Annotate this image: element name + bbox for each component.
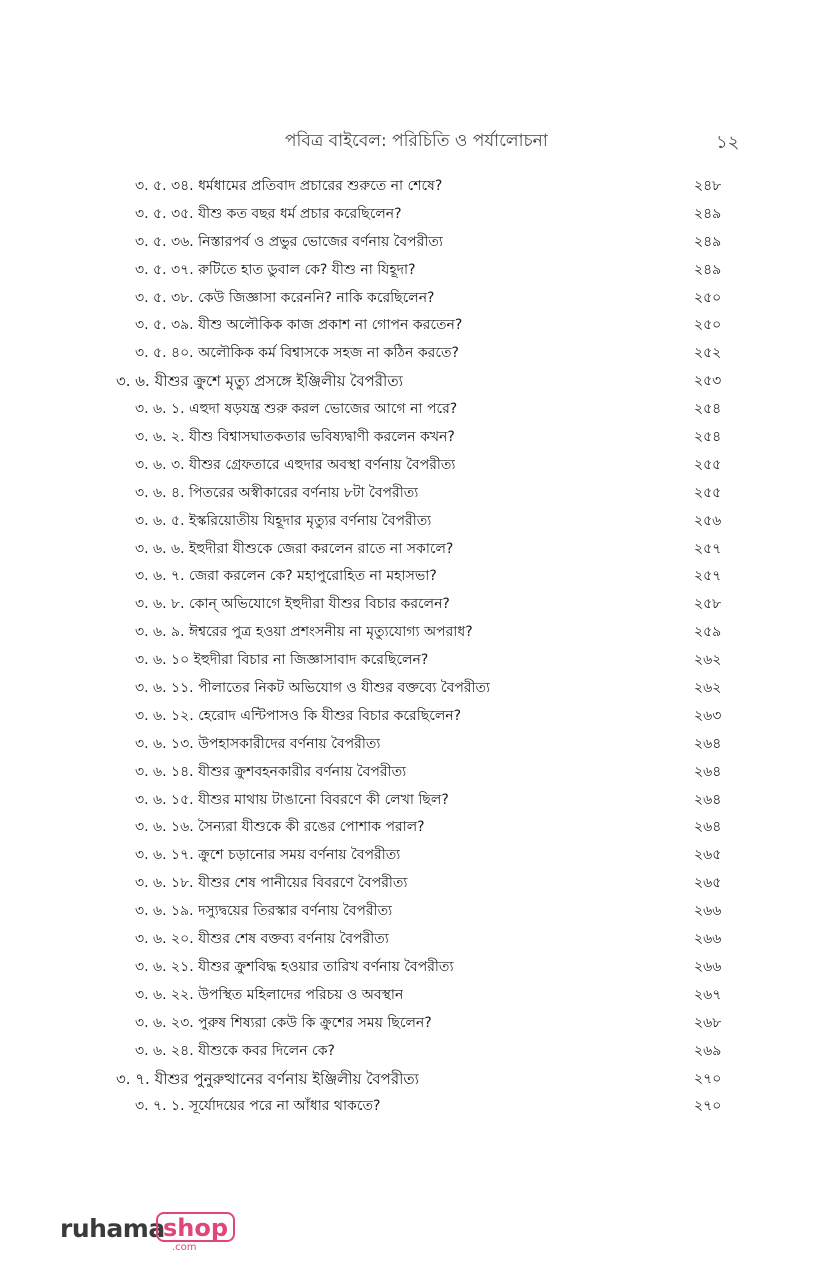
toc-entry-title: ৩. ৭. ১. সূর্যোদয়ের পরে না আঁধার থাকতে?	[135, 1098, 381, 1115]
toc-entry-title: ৩. ৬. ১. এহুদা ষড়যন্ত্র শুরু করল ভোজের আগে না পরে?	[135, 401, 458, 418]
toc-entry-title: ৩. ৫. ৪০. অলৌকিক কর্ম বিশ্বাসকে সহজ না কঠিন করতে?	[135, 345, 459, 362]
toc-entry-row	[0, 312, 825, 340]
toc-entry-page: ২৫০	[694, 289, 722, 306]
toc-entry-row	[0, 619, 825, 647]
toc-entry-title: ৩. ৫. ৩৮. কেউ জিজ্ঞাসা করেননি? নাকি করেছিলেন?	[135, 289, 435, 306]
toc-entry-title: ৩. ৬. ১৯. দস্যুদ্বয়ের তিরস্কার বর্ণনায় বৈপরীত্য	[135, 903, 393, 920]
toc-entry-page: ২৫২	[694, 345, 722, 362]
toc-entry-row	[0, 229, 825, 257]
toc-entry-title: ৩. ৬. ১১. পীলাতের নিকট অভিযোগ ও যীশুর বক্তব্যে বৈপরীত্য	[135, 680, 491, 697]
logo-brand-text: ruhama	[60, 1214, 165, 1243]
toc-entry-row	[0, 1010, 825, 1038]
toc-entry-title: ৩. ৬. ৫. ইস্করিয়োতীয় যিহূদার মৃত্যুর বর্ণনায় বৈপরীত্য	[135, 512, 432, 529]
toc-entry-row	[0, 285, 825, 313]
toc-entry-page: ২৫৬	[694, 512, 722, 529]
toc-entry-row	[0, 647, 825, 675]
toc-entry-title: ৩. ৬. ৩. যীশুর গ্রেফতারে এহুদার অবস্থা বর্ণনায় বৈপরীত্য	[135, 456, 456, 473]
toc-entry-title: ৩. ৬. ২. যীশু বিশ্বাসঘাতকতার ভবিষ্যদ্বাণী করলেন কখন?	[135, 429, 455, 446]
toc-entry-title: ৩. ৬. ৯. ঈশ্বরের পুত্র হওয়া প্রশংসনীয় না মৃত্যুযোগ্য অপরাধ?	[135, 624, 473, 641]
toc-entry-page: ২৬৫	[694, 875, 722, 892]
toc-entry-title: ৩. ৬. যীশুর ক্রুশে মৃত্যু প্রসঙ্গে ইঞ্জিলীয় বৈপরীত্য	[116, 372, 403, 391]
toc-entry-row	[0, 536, 825, 564]
toc-entry-row	[0, 340, 825, 368]
toc-entry-title: ৩. ৬. ১৫. যীশুর মাথায় টাঙানো বিবরণে কী লেখা ছিল?	[135, 791, 449, 808]
toc-entry-page: ২৬৩	[694, 707, 722, 724]
toc-entry-page: ২৭০	[694, 1098, 722, 1115]
toc-entry-page: ২৫৫	[694, 484, 722, 501]
toc-entry-row	[0, 787, 825, 815]
toc-entry-page: ২৬৪	[694, 763, 722, 780]
toc-entry-title: ৩. ৭. যীশুর পুনুরুত্থানের বর্ণনায় ইঞ্জিলীয় বৈপরীত্য	[116, 1069, 419, 1088]
toc-entry-page: ২৪৯	[694, 261, 722, 278]
toc-entry-row	[0, 201, 825, 229]
toc-entry-title: ৩. ৬. ২৪. যীশুকে কবর দিলেন কে?	[135, 1042, 335, 1059]
toc-entry-row	[0, 898, 825, 926]
toc-entry-title: ৩. ৬. ৮. কোন্ অভিযোগে ইহুদীরা যীশুর বিচার করলেন?	[135, 596, 450, 613]
toc-entry-page: ২৪৮	[694, 178, 722, 194]
toc-entry-page: ২৬৮	[694, 1014, 722, 1031]
toc-entry-row	[0, 842, 825, 870]
toc-entry-page: ২৬৯	[694, 1042, 722, 1059]
toc-entry-row	[0, 731, 825, 759]
toc-entry-row	[0, 675, 825, 703]
toc-entry-title: ৩. ৬. ১৮. যীশুর শেষ পানীয়ের বিবরণে বৈপরীত্য	[135, 875, 408, 892]
toc-entry-row	[0, 954, 825, 982]
toc-entry-row	[0, 926, 825, 954]
toc-entry-title: ৩. ৫. ৩৬. নিস্তারপর্ব ও প্রভুর ভোজের বর্ণনায় বৈপরীত্য	[135, 233, 443, 250]
toc-entry-title: ৩. ৬. ৪. পিতরের অস্বীকারের বর্ণনায় ৮টা বৈপরীত্য	[135, 484, 419, 501]
toc-entry-row	[0, 814, 825, 842]
book-title: পবিত্র বাইবেল: পরিচিতি ও পর্যালোচনা	[285, 131, 548, 151]
toc-entry-row	[0, 759, 825, 787]
toc-entry-row	[0, 563, 825, 591]
toc-entry-page: ২৬৪	[694, 791, 722, 808]
toc-entry-title: ৩. ৬. ১২. হেরোদ এন্টিপাসও কি যীশুর বিচার করেছিলেন?	[135, 707, 462, 724]
toc-entry-page: ২৫৪	[694, 429, 722, 446]
toc-entry-title: ৩. ৬. ১৭. ক্রুশে চড়ানোর সময় বর্ণনায় বৈপরীত্য	[135, 847, 401, 864]
toc-entry-title: ৩. ৫. ৩৭. রুটিতে হাত ডুবাল কে? যীশু না যিহূদা?	[135, 261, 416, 278]
toc-entry-row	[0, 452, 825, 480]
toc-entry-title: ৩. ৫. ৩৫. যীশু কত বছর ধর্ম প্রচার করেছিলেন?	[135, 205, 402, 222]
toc-entry-title: ৩. ৬. ২০. যীশুর শেষ বক্তব্য বর্ণনায় বৈপরীত্য	[135, 931, 389, 948]
toc-entry-title: ৩. ৬. ১৬. সৈন্যরা যীশুকে কী রঙের পোশাক পরাল?	[135, 819, 425, 836]
page-number: ১২	[716, 132, 740, 153]
toc-entry-page: ২৪৯	[694, 233, 722, 250]
toc-entry-row	[0, 173, 825, 201]
running-header	[0, 124, 825, 156]
toc-entry-page: ২৫৪	[694, 401, 722, 418]
toc-entry-title: ৩. ৬. ৬. ইহুদীরা যীশুকে জেরা করলেন রাতে না সকালে?	[135, 540, 454, 557]
toc-entry-page: ২৫৩	[694, 373, 722, 390]
toc-entry-row	[0, 480, 825, 508]
toc-entry-row	[0, 396, 825, 424]
toc-entry-title: ৩. ৬. ১৪. যীশুর ক্রুশবহনকারীর বর্ণনায় বৈপরীত্য	[135, 763, 407, 780]
toc-entry-title: ৩. ৬. ২৩. পুরুষ শিষ্যরা কেউ কি ক্রুশের সময় ছিলেন?	[135, 1014, 432, 1031]
toc-entry-page: ২৬৬	[694, 958, 722, 975]
toc-section-row	[0, 1066, 825, 1094]
toc-entry-row	[0, 703, 825, 731]
toc-entry-row	[0, 591, 825, 619]
toc-entry-row	[0, 508, 825, 536]
ruhama-shop-logo	[60, 1210, 240, 1253]
toc-entry-page: ২৬৫	[694, 847, 722, 864]
toc-entry-row	[0, 424, 825, 452]
toc-entry-page: ২৬৬	[694, 903, 722, 920]
table-of-contents	[0, 173, 825, 1121]
toc-entry-page: ২৬২	[694, 652, 722, 669]
toc-entry-title: ৩. ৬. ২২. উপস্থিত মহিলাদের পরিচয় ও অবস্থান	[135, 986, 404, 1003]
logo-domain-text: .com	[172, 1242, 197, 1253]
toc-entry-row	[0, 1093, 825, 1121]
toc-entry-page: ২৬৪	[694, 819, 722, 836]
toc-entry-title: ৩. ৬. ২১. যীশুর ক্রুশবিদ্ধ হওয়ার তারিখ বর্ণনায় বৈপরীত্য	[135, 958, 454, 975]
toc-entry-title: ৩. ৫. ৩৯. যীশু অলৌকিক কাজ প্রকাশ না গোপন করতেন?	[135, 317, 463, 334]
toc-entry-title: ৩. ৬. ১০ ইহুদীরা বিচার না জিজ্ঞাসাবাদ করেছিলেন?	[135, 652, 429, 669]
toc-entry-page: ২৬৭	[694, 986, 722, 1003]
toc-entry-row	[0, 982, 825, 1010]
toc-entry-page: ২৫৭	[694, 540, 722, 557]
toc-entry-page: ২৫০	[694, 317, 722, 334]
logo-shop-badge: shop	[156, 1212, 235, 1242]
toc-entry-title: ৩. ৬. ১৩. উপহাসকারীদের বর্ণনায় বৈপরীত্য	[135, 735, 381, 752]
toc-entry-title: ৩. ৬. ৭. জেরা করলেন কে? মহাপুরোহিত না মহাসভা?	[135, 568, 437, 585]
toc-entry-page: ২৪৯	[694, 205, 722, 222]
toc-entry-title: ৩. ৫. ৩৪. ধর্মধামের প্রতিবাদ প্রচারের শুরুতে না শেষে?	[135, 178, 443, 194]
toc-entry-row	[0, 1038, 825, 1066]
toc-entry-page: ২৬৪	[694, 735, 722, 752]
toc-entry-page: ২৭০	[694, 1070, 722, 1087]
toc-entry-page: ২৬২	[694, 680, 722, 697]
toc-section-row	[0, 368, 825, 396]
toc-entry-page: ২৫৮	[694, 596, 722, 613]
toc-entry-page: ২৫৫	[694, 456, 722, 473]
toc-entry-row	[0, 870, 825, 898]
toc-entry-page: ২৬৬	[694, 931, 722, 948]
toc-entry-page: ২৫৯	[694, 624, 722, 641]
toc-entry-page: ২৫৭	[694, 568, 722, 585]
toc-entry-row	[0, 257, 825, 285]
